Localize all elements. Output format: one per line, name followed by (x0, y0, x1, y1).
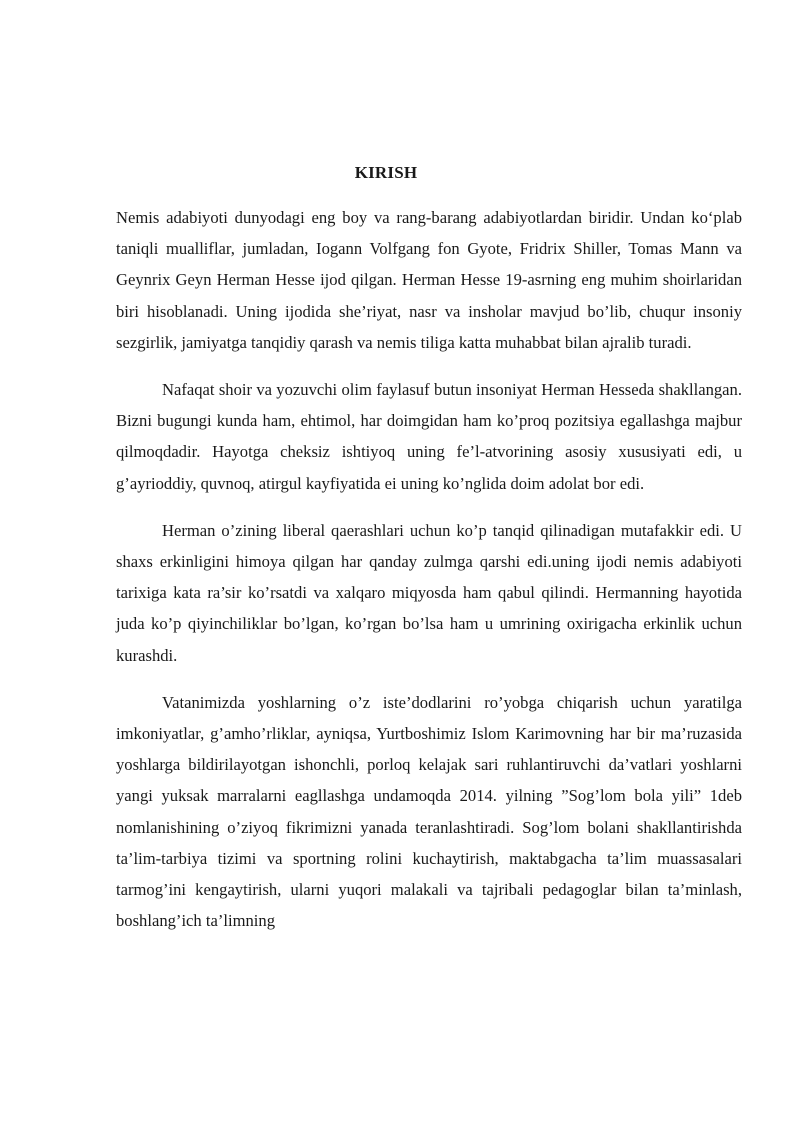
paragraph-3: Herman o’zining liberal qaerashlari uchun ko’p tanqid qilinadigan mutafakkir edi. U shaxs erkinligini himoya qilgan har qanday zulmga qarshi edi.uning ijodi nemis adabiyoti tarixiga kata ra’sir ko’rsatdi va xalqaro miqyosda ham qabul qilindi. Hermanning hayotida juda ko’p qiyinchiliklar bo’lgan, ko’rgan bo’lsa ham u umrining oxirigacha erkinlik uchun kurashdi. (116, 520, 742, 665)
paragraph-1: Nemis adabiyoti dunyodagi eng boy va rang-barang adabiyotlardan biridir. Undan ko‘plab taniqli mualliflar, jumladan, Iogann Volfgang fon Gyote, Fridrix Shiller, Tomas Mann va Geynrix Geyn Herman Hesse ijod qilgan. Herman Hesse 19-asrning eng muhim shoirlaridan biri hisoblanadi. Uning ijodida she’riyat, nasr va insholar mavjud bo’lib, chuqur insoniy sezgirlik, jamiyatga tanqidiy qarash va nemis tiliga katta muhabbat bilan ajralib turadi. (116, 208, 742, 352)
paragraph-4: Vatanimizda yoshlarning o’z iste’dodlarini ro’yobga chiqarish uchun yaratilga imkoniyatlar, g’amho’rliklar, ayniqsa, Yurtboshimiz Islom Karimovning har bir ma’ruzasida yoshlarga bildirilayotgan ishonchli, porloq kelajak sari ruhlantiruvchi da’vatlari yoshlarni yangi yuksak marralarni eagllashga undamoqda 2014. yilning ”Sog’lom bola yili” 1deb nomlanishining o’ziyoq fikrimizni yanada teranlashtiradi. Sog’lom bolani shakllantirishda ta’lim-tarbiya tizimi va sportning rolini kuchaytirish, maktabgacha ta’lim muassasalari tarmog’ini kengaytirish, ularni yuqori malakali va tajribali pedagoglar bilan ta’minlash, boshlang’ich ta’limning (116, 692, 742, 931)
paragraph-2: Nafaqat shoir va yozuvchi olim faylasuf butun insoniyat Herman Hesseda shakllangan. Bizni bugungi kunda ham, ehtimol, har doimgidan ham ko’proq pozitsiya egallashga majbur qilmoqdadir. Hayotga cheksiz ishtiyoq uning fe’l-atvorining asosiy xususiyati edi, u g’ayrioddiy, quvnoq, atirgul kayfiyatida ei uning ko’nglida doim adolat bor edi. (116, 380, 742, 493)
body-text (116, 202, 742, 952)
page-title: KIRISH (354, 163, 418, 182)
